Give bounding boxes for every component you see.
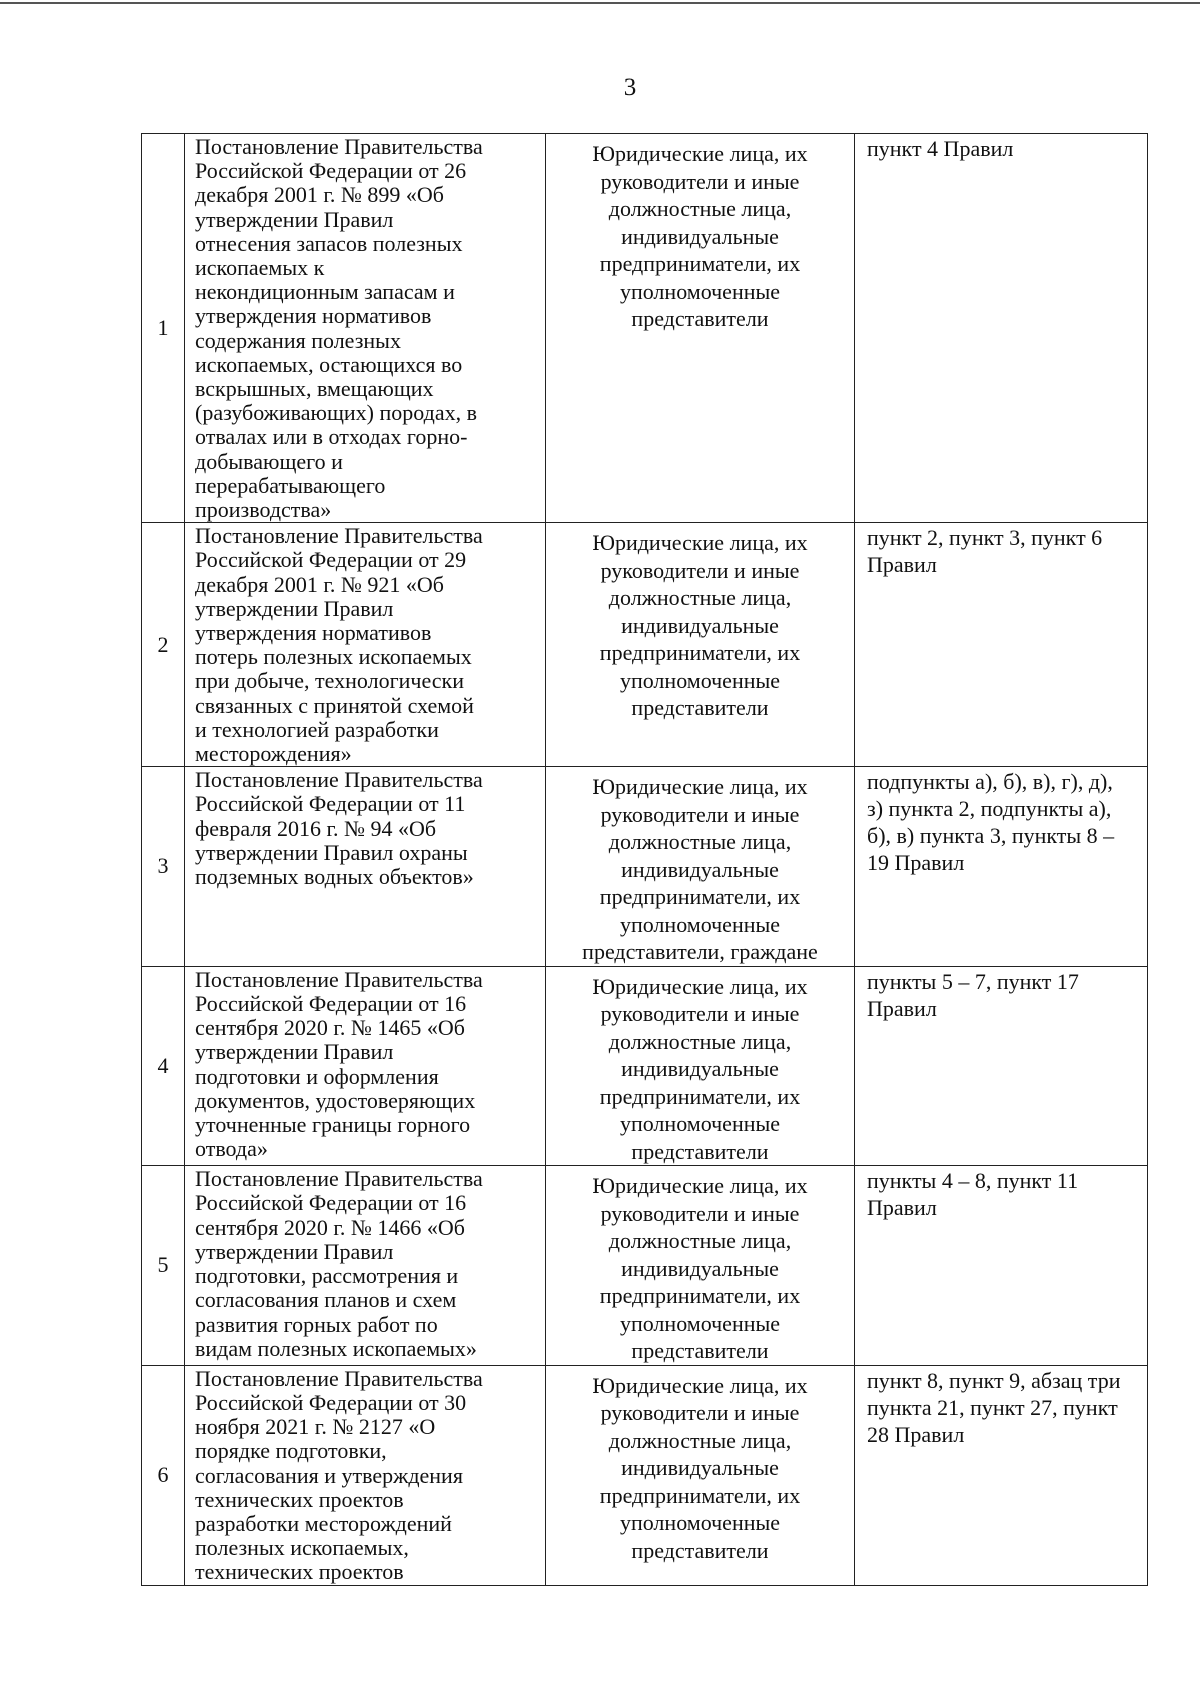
- reference-cell: [855, 1166, 1148, 1366]
- subjects-cell: [546, 1166, 855, 1366]
- subjects-text: Юридические лица, их руководители и иные должностные лица, индивидуальные предприниматели, их уполномоченные представители: [592, 973, 808, 1164]
- scan-top-edge: [0, 2, 1200, 4]
- table-row: [142, 1365, 1148, 1585]
- document-cell: [185, 1365, 546, 1585]
- subjects-cell: [546, 966, 855, 1166]
- row-number: 6: [142, 1365, 185, 1585]
- reference-cell: [855, 523, 1148, 767]
- regulations-table: [141, 133, 1148, 1586]
- document-cell: [185, 767, 546, 967]
- reference-cell: [855, 1365, 1148, 1585]
- subjects-cell: [546, 767, 855, 967]
- subjects-text: Юридические лица, их руководители и иные должностные лица, индивидуальные предприниматели, их уполномоченные представители: [592, 1372, 808, 1563]
- reference-text: пункты 4 – 8, пункт 11 Правил: [867, 1168, 1079, 1221]
- document-cell: [185, 966, 546, 1166]
- table-row: [142, 1166, 1148, 1366]
- table-row: [142, 966, 1148, 1166]
- document-cell: [185, 1166, 546, 1366]
- document-cell: [185, 134, 546, 523]
- table-row: [142, 767, 1148, 967]
- document-cell: [185, 523, 546, 767]
- subjects-cell: [546, 134, 855, 523]
- reference-cell: [855, 767, 1148, 967]
- row-number: 1: [142, 134, 185, 523]
- row-number: 4: [142, 966, 185, 1166]
- page-number: 3: [623, 74, 637, 101]
- document-text: Постановление Правительства Российской Федерации от 11 февраля 2016 г. № 94 «Об утверждении Правил охраны подземных водных объектов»: [195, 767, 483, 890]
- reference-text: подпункты а), б), в), г), д), з) пункта 2, подпункты а), б), в) пункта 3, пункты 8 – 19 Правил: [867, 769, 1115, 876]
- row-number: 5: [142, 1166, 185, 1366]
- reference-text: пункт 2, пункт 3, пункт 6 Правил: [867, 525, 1103, 578]
- subjects-text: Юридические лица, их руководители и иные должностные лица, индивидуальные предприниматели, их уполномоченные представители, граждане: [582, 774, 818, 965]
- reference-text: пункт 4 Правил: [867, 136, 1014, 161]
- document-text: Постановление Правительства Российской Федерации от 16 сентября 2020 г. № 1465 «Об утверждении Правил подготовки и оформления документов, удостоверяющих уточненные границы горного отвода»: [195, 966, 483, 1162]
- document-text: Постановление Правительства Российской Федерации от 30 ноября 2021 г. № 2127 «О порядке подготовки, согласования и утверждения технических проектов разработки месторождений полезных ископаемых, технических проектов: [195, 1365, 483, 1585]
- reference-text: пункт 8, пункт 9, абзац три пункта 21, пункт 27, пункт 28 Правил: [867, 1367, 1121, 1447]
- subjects-cell: [546, 523, 855, 767]
- document-text: Постановление Правительства Российской Федерации от 29 декабря 2001 г. № 921 «Об утверждении Правил утверждения нормативов потерь полезных ископаемых при добыче, технологически связанных с принятой схемой и технологией разработки месторождения»: [195, 523, 483, 767]
- document-text: Постановление Правительства Российской Федерации от 26 декабря 2001 г. № 899 «Об утверждении Правил отнесения запасов полезных ископаемых к некондиционным запасам и утверждения нормативов содержания полезных ископаемых, остающихся во вскрышных, вмещающих (разубоживающих) породах, в отвалах или в отходах горно- добывающего и перерабатывающего производства»: [195, 134, 483, 523]
- document-text: Постановление Правительства Российской Федерации от 16 сентября 2020 г. № 1466 «Об утверждении Правил подготовки, рассмотрения и согласования планов и схем развития горных работ по видам полезных ископаемых»: [195, 1166, 483, 1361]
- subjects-text: Юридические лица, их руководители и иные должностные лица, индивидуальные предприниматели, их уполномоченные представители: [592, 141, 808, 331]
- row-number: 3: [142, 767, 185, 967]
- subjects-text: Юридические лица, их руководители и иные должностные лица, индивидуальные предприниматели, их уполномоченные представители: [592, 1173, 808, 1364]
- subjects-text: Юридические лица, их руководители и иные должностные лица, индивидуальные предприниматели, их уполномоченные представители: [592, 530, 808, 721]
- reference-text: пункты 5 – 7, пункт 17 Правил: [867, 968, 1079, 1021]
- row-number: 2: [142, 523, 185, 767]
- subjects-cell: [546, 1365, 855, 1585]
- reference-cell: [855, 966, 1148, 1166]
- table-row: [142, 523, 1148, 767]
- table-row: [142, 134, 1148, 523]
- reference-cell: [855, 134, 1148, 523]
